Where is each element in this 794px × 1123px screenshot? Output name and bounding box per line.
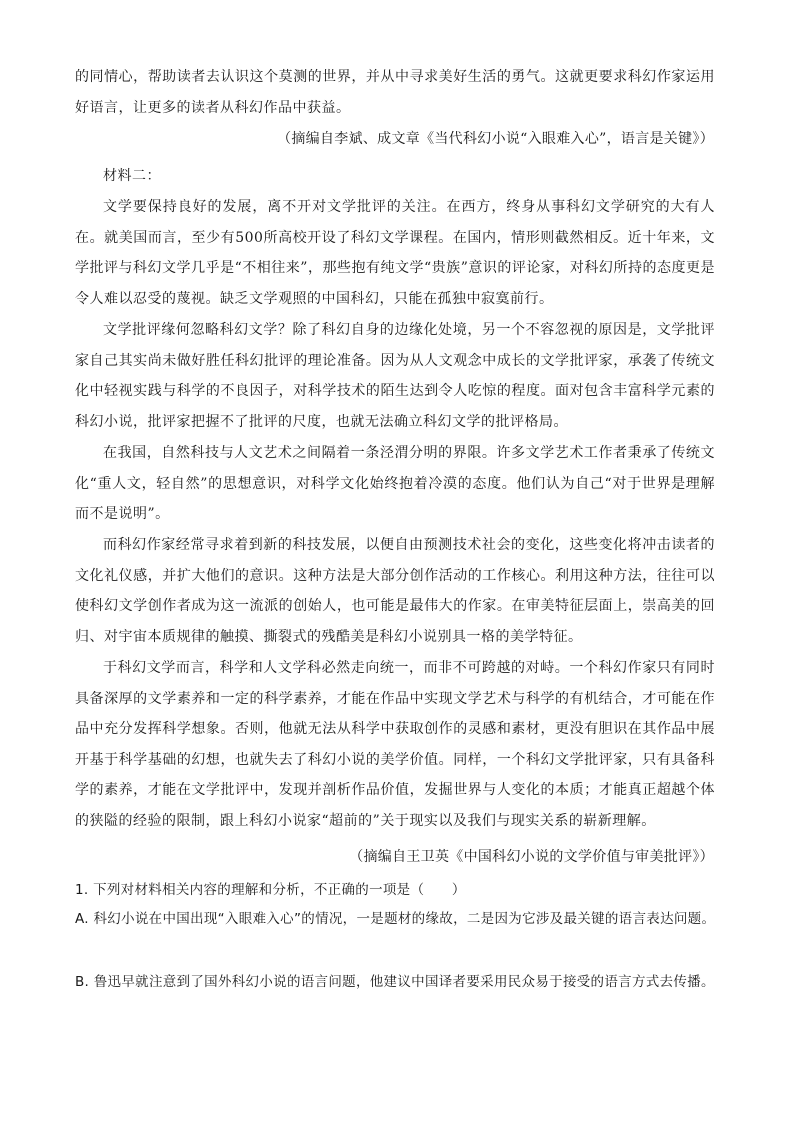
material1-closing-paragraph: 的同情心，帮助读者去认识这个莫测的世界，并从中寻求美好生活的勇气。这就更要求科幻作家运用好语言，让更多的读者从科幻作品中获益。	[75, 69, 715, 116]
material2-source-citation: （摘编自王卫英《中国科幻小说的文学价值与审美批评》）	[349, 849, 714, 865]
material2-paragraph-2: 文学批评缘何忽略科幻文学？除了科幻自身的边缘化处境，另一个不容忽视的原因是，文学批评家自己其实尚未做好胜任科幻批评的理论准备。因为从人文观念中成长的文学批评家，承袭了传统文化中轻视实践与科学的不良因子，对科学技术的陌生达到令人吃惊的程度。面对包含丰富科学元素的科幻小说，批评家把握不了批评的尺度，也就无法确立科幻文学的批评格局。	[75, 322, 715, 430]
material2-paragraph-5: 于科幻文学而言，科学和人文学科必然走向统一，而非不可跨越的对峙。一个科幻作家只有同时具备深厚的文学素养和一定的科学素养，才能在作品中实现文学艺术与科学的有机结合，才可能在作品中充分发挥科学想象。否则，他就无法从科学中获取创作的灵感和素材，更没有胆识在其作品中展开基于科学基础的幻想，也就失去了科幻小说的美学价值。同样，一个科幻文学批评家，只有具备科学的素养，才能在文学批评中，发现并剖析作品价值，发掘世界与人变化的本质；才能真正超越个体的狭隘的经验的限制，跟上科幻小说家“超前的”关于现实以及我们与现实关系的崭新理解。	[75, 660, 715, 829]
material2-paragraph-3: 在我国，自然科技与人文艺术之间隔着一条泾渭分明的界限。许多文学艺术工作者秉承了传统文化“重人文，轻自然”的思想意识，对科学文化始终抱着冷漠的态度。他们认为自己“对于世界是理解而不是说明”。	[75, 445, 715, 522]
material1-source-citation: （摘编自李斌、成文章《当代科幻小说“入眼难入心”，语言是关键》）	[277, 131, 714, 147]
material2-heading: 材料二：	[103, 168, 161, 184]
material2-paragraph-1: 文学要保持良好的发展，离不开对文学批评的关注。在西方，终身从事科幻文学研究的大有人在。就美国而言，至少有500所高校开设了科幻文学课程。在国内，情形则截然相反。近十年来，文学批评与科幻文学几乎是“不相往来”，那些抱有纯文学“贵族”意识的评论家，对科幻所持的态度更是令人难以忍受的蔑视。缺乏文学观照的中国科幻，只能在孤独中寂寞前行。	[75, 199, 715, 307]
question-stem: 1. 下列对材料相关内容的理解和分析，不正确的一项是（ ）	[75, 882, 466, 898]
question-option-a: A. 科幻小说在中国出现“入眼难入心”的情况，一是题材的缘故，二是因为它涉及最关键的语言表达问题。	[75, 911, 716, 927]
question-option-b: B. 鲁迅早就注意到了国外科幻小说的语言问题，他建议中国译者要采用民众易于接受的语言方式去传播。	[75, 974, 715, 990]
material2-paragraph-4: 而科幻作家经常寻求着到新的科技发展，以便自由预测技术社会的变化，这些变化将冲击读者的文化礼仪感，并扩大他们的意识。这种方法是大部分创作活动的工作核心。利用这种方法，往往可以使科幻文学创作者成为这一流派的创始人，也可能是最伟大的作家。在审美特征层面上，崇高美的回归、对宇宙本质规律的触摸、撕裂式的残酷美是科幻小说别具一格的美学特征。	[75, 537, 715, 645]
